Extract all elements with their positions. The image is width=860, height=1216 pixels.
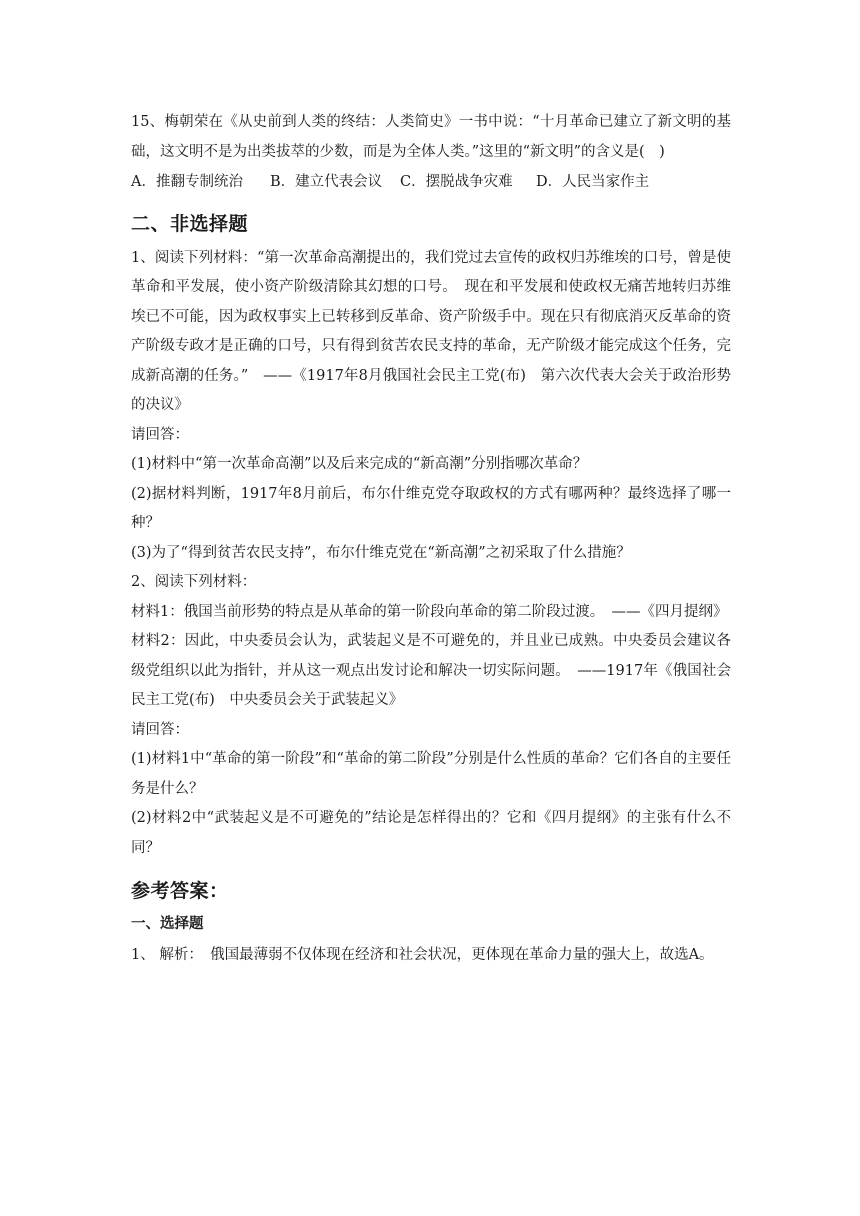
q2-intro: 2、阅读下列材料： bbox=[131, 574, 257, 590]
option-b: B．建立代表会议 bbox=[270, 174, 383, 190]
q2-subquestion-2: (2)材料2中“武装起义是不可避免的”结论是怎样得出的？它和《四月提纲》的主张有什么不同？ bbox=[131, 810, 731, 856]
option-a: A．推翻专制统治 bbox=[131, 174, 243, 190]
q2-prompt: 请回答： bbox=[131, 721, 189, 738]
option-c: C．摆脱战争灾难 bbox=[400, 174, 513, 190]
q2-material-1: 材料1：俄国当前形势的特点是从革命的第一阶段向革命的第二阶段过渡。 ——《四月提纲》 bbox=[131, 603, 728, 620]
q1-material: 1、阅读下列材料：“第一次革命高潮提出的，我们党过去宣传的政权归苏维埃的口号，曾是使革命和平发展，使小资产阶级清除其幻想的口号。 现在和平发展和使政权无痛苦地转归苏维埃已不可能，因为政权事实上已转移到反革命、资产阶级手中。现在只有彻底消灭反革命的资产阶级专政才是正确的口号，只有得到贫苦农民支持的革命，无产阶级才能完成这个任务，完成新高潮的任务。” ——《1917年8月俄国社会民主工党(布) 第六次代表大会关于政治形势的决议》 bbox=[131, 249, 731, 413]
q2-subquestion-1: (1)材料1中“革命的第一阶段”和“革命的第二阶段”分别是什么性质的革命？它们各自的主要任务是什么？ bbox=[131, 751, 731, 797]
q2-material-2: 材料2：因此，中央委员会认为，武装起义是不可避免的，并且业已成熟。中央委员会建议各级党组织以此为指针，并从这一观点出发讨论和解决一切实际问题。 ——1917年《俄国社会民主工党(布) 中央委员会关于武装起义》 bbox=[131, 633, 731, 708]
document-content bbox=[131, 108, 731, 971]
q1-prompt: 请回答： bbox=[131, 426, 189, 443]
question-15-text: 15、梅朝荣在《从史前到人类的终结：人类简史》一书中说：“十月革命已建立了新文明的基础，这文明不是为出类拔萃的少数，而是为全体人类。”这里的“新文明”的含义是( ) bbox=[131, 114, 731, 160]
q1-subquestion-3: (3)为了“得到贫苦农民支持”，布尔什维克党在“新高潮”之初采取了什么措施？ bbox=[131, 544, 631, 561]
answer-1: 1、 解析： 俄国最薄弱不仅体现在经济和社会状况，更体现在革命力量的强大上，故选A。 bbox=[131, 947, 714, 963]
q1-subquestion-2: (2)据材料判断，1917年8月前后，布尔什维克党夺取政权的方式有哪两种？最终选择了哪一种？ bbox=[131, 485, 731, 531]
question-15-options bbox=[131, 168, 731, 198]
option-d: D．人民当家作主 bbox=[536, 174, 650, 190]
section-heading-non-choice: 二、非选择题 bbox=[131, 212, 249, 235]
q1-subquestion-1: (1)材料中“第一次革命高潮”以及后来完成的“新高潮”分别指哪次革命？ bbox=[131, 456, 588, 472]
answers-section-1-heading: 一、选择题 bbox=[131, 916, 204, 932]
answers-heading: 参考答案： bbox=[131, 880, 229, 902]
